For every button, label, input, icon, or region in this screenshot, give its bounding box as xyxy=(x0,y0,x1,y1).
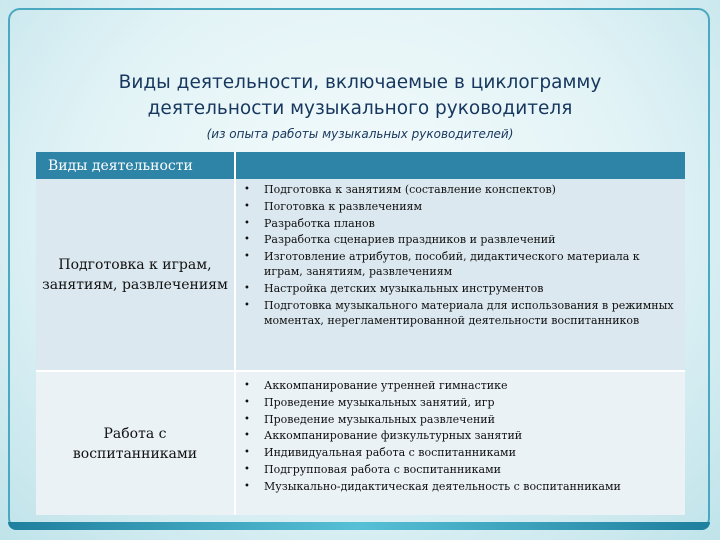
bullet-icon: • xyxy=(244,413,250,425)
header-activities: Виды деятельности xyxy=(36,152,235,179)
list-item xyxy=(244,395,679,410)
item-text: Проведение музыкальных занятий, игр xyxy=(264,395,495,409)
item-text: Подгрупповая работа с воспитанниками xyxy=(264,462,501,476)
item-text: Аккомпанирование утренней гимнастике xyxy=(264,379,508,392)
item-text: Индивидуальная работа с воспитанниками xyxy=(264,446,516,460)
bullet-icon: • xyxy=(244,184,250,195)
item-list xyxy=(236,179,685,328)
list-item xyxy=(244,428,679,443)
list-item xyxy=(244,298,679,328)
slide-title-line-1: Виды деятельности, включаемые в циклограмму xyxy=(118,72,602,93)
list-item xyxy=(244,445,679,460)
header-details xyxy=(235,152,685,179)
list-item xyxy=(244,462,679,477)
table-row xyxy=(36,179,685,371)
category-cell: Подготовка к играм, занятиям, развлечениям xyxy=(36,179,235,371)
list-item xyxy=(244,199,679,214)
slide-title-line-2: деятельности музыкального руководителя xyxy=(147,98,573,119)
item-text: Аккомпанирование физкультурных занятий xyxy=(264,429,523,443)
list-item xyxy=(244,479,679,494)
slide-bottom-bar xyxy=(8,522,710,530)
bullet-icon: • xyxy=(244,217,250,229)
item-text: Изготовление атрибутов, пособий, дидактического материала к играм, занятиям, развлечениям xyxy=(264,250,640,279)
list-item xyxy=(244,232,679,247)
list-item xyxy=(244,412,679,427)
slide-title xyxy=(60,70,660,122)
bullet-icon: • xyxy=(244,299,250,311)
table-header-row xyxy=(36,152,685,179)
items-cell xyxy=(235,371,685,515)
slide-subtitle: (из опыта работы музыкальных руководителей) xyxy=(206,127,514,141)
bullet-icon: • xyxy=(244,251,250,263)
item-text: Разработка планов xyxy=(264,216,375,230)
item-text: Разработка сценариев праздников и развлечений xyxy=(264,233,556,247)
list-item xyxy=(244,216,679,231)
bullet-icon: • xyxy=(244,282,250,294)
bullet-icon: • xyxy=(244,200,250,212)
bullet-icon: • xyxy=(244,396,250,408)
item-text: Музыкально-дидактическая деятельность с воспитанниками xyxy=(264,479,621,493)
list-item xyxy=(244,378,679,393)
item-text: Подготовка музыкального материала для использования в режимных моментах, нерегламентированной деятельности воспитанников xyxy=(264,298,674,327)
list-item xyxy=(244,281,679,296)
bullet-icon: • xyxy=(244,480,250,492)
bullet-icon: • xyxy=(244,430,250,442)
bullet-icon: • xyxy=(244,463,250,475)
item-text: Проведение музыкальных развлечений xyxy=(264,412,495,426)
items-cell xyxy=(235,179,685,371)
item-list xyxy=(236,372,685,494)
bullet-icon: • xyxy=(244,234,250,246)
table-row xyxy=(36,371,685,515)
list-item xyxy=(244,249,679,279)
list-item xyxy=(244,182,679,197)
activities-table xyxy=(36,152,685,515)
bullet-icon: • xyxy=(244,380,250,391)
bullet-icon: • xyxy=(244,447,250,459)
item-text: Поготовка к развлечениям xyxy=(264,199,423,213)
item-text: Подготовка к занятиям (составление конспектов) xyxy=(264,183,556,196)
category-cell: Работа с воспитанниками xyxy=(36,371,235,515)
item-text: Настройка детских музыкальных инструментов xyxy=(264,281,544,295)
